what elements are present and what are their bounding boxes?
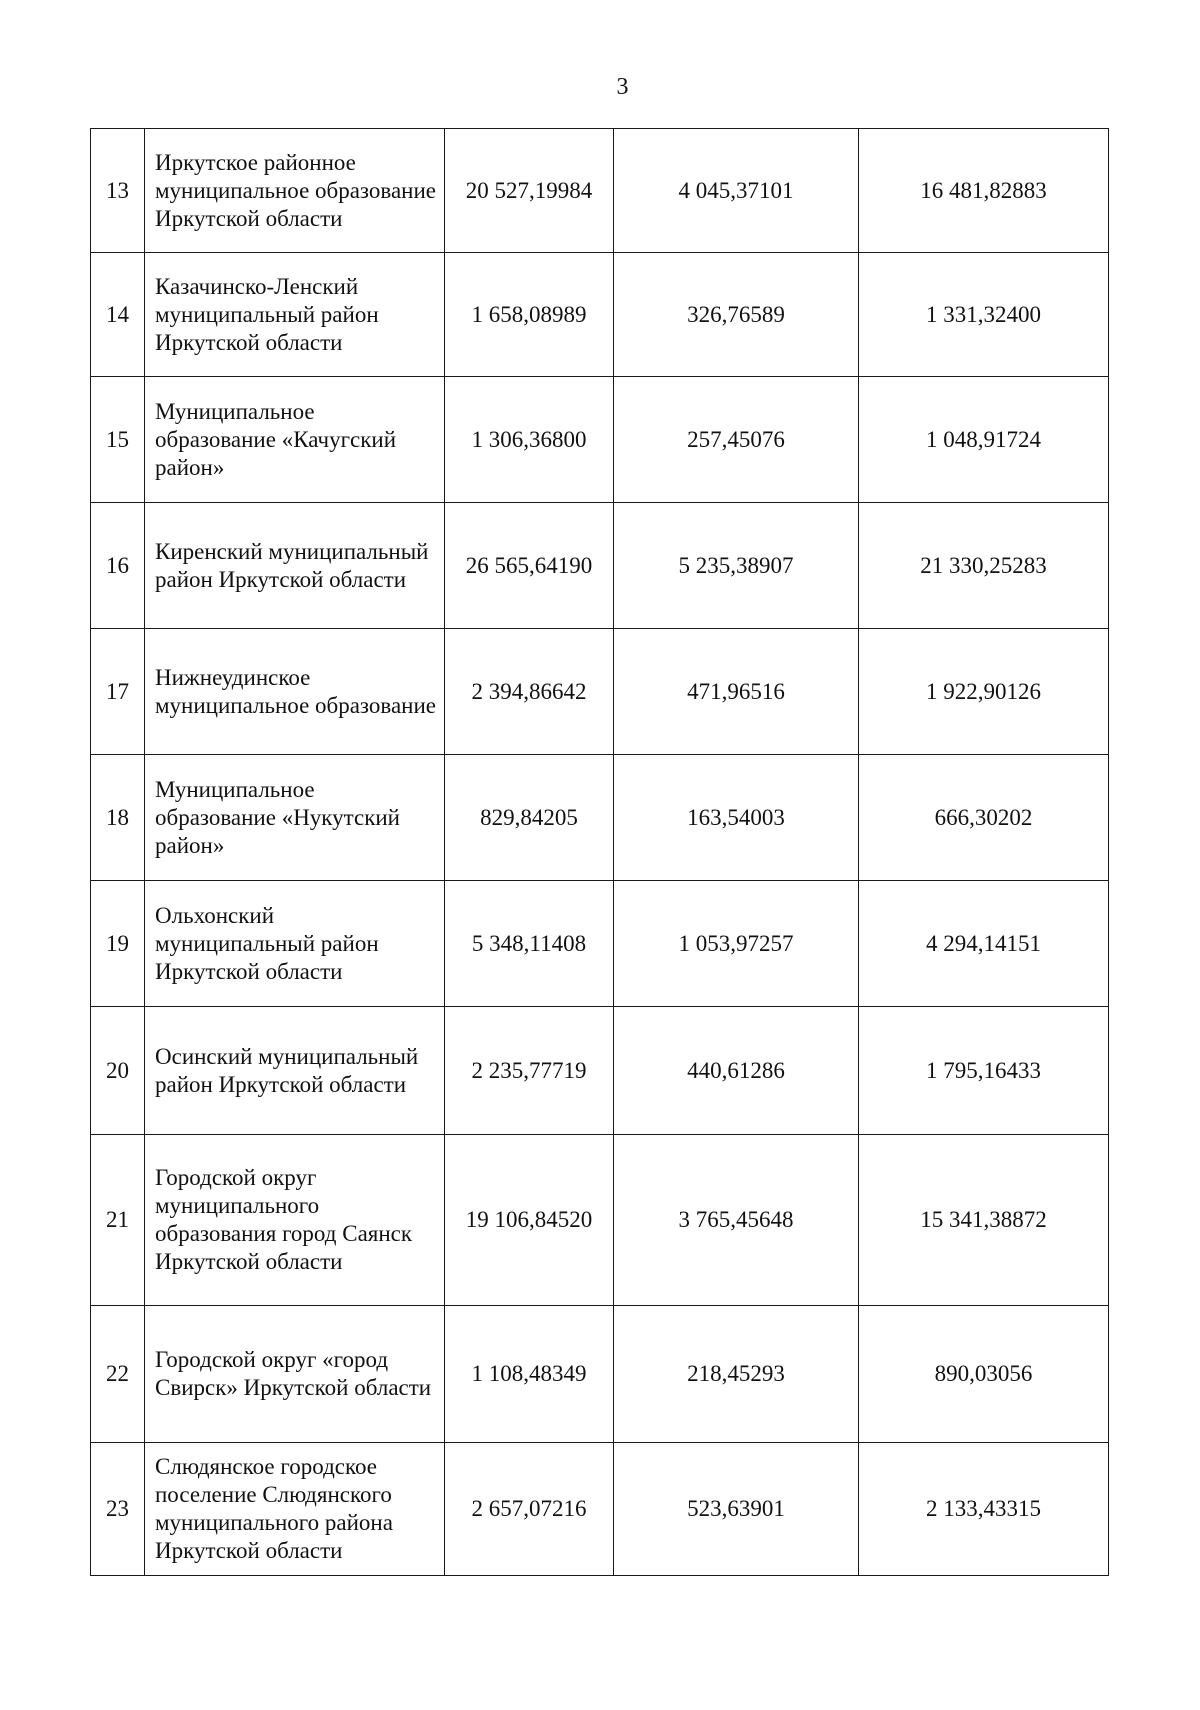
row-number: 18 <box>91 755 145 881</box>
municipality-name: Нижнеудинское муниципальное образование <box>145 629 445 755</box>
row-number: 13 <box>91 129 145 253</box>
value-total: 1 658,08989 <box>445 253 614 377</box>
value-part-2: 21 330,25283 <box>859 503 1109 629</box>
table-row <box>91 129 1109 253</box>
row-number: 21 <box>91 1135 145 1306</box>
municipality-name: Киренский муниципальный район Иркутской области <box>145 503 445 629</box>
row-number: 22 <box>91 1306 145 1443</box>
value-part-2: 16 481,82883 <box>859 129 1109 253</box>
value-total: 26 565,64190 <box>445 503 614 629</box>
municipality-name: Ольхонский муниципальный район Иркутской области <box>145 881 445 1007</box>
value-total: 2 394,86642 <box>445 629 614 755</box>
municipality-name: Казачинско-Ленский муниципальный район Иркутской области <box>145 253 445 377</box>
table-row <box>91 503 1109 629</box>
row-number: 19 <box>91 881 145 1007</box>
value-part-2: 1 922,90126 <box>859 629 1109 755</box>
value-part-1: 471,96516 <box>614 629 859 755</box>
value-total: 1 306,36800 <box>445 377 614 503</box>
value-part-2: 666,30202 <box>859 755 1109 881</box>
value-part-1: 523,63901 <box>614 1443 859 1576</box>
value-total: 20 527,19984 <box>445 129 614 253</box>
municipality-name: Городской округ муниципального образования город Саянск Иркутской области <box>145 1135 445 1306</box>
row-number: 14 <box>91 253 145 377</box>
table-row <box>91 1306 1109 1443</box>
row-number: 15 <box>91 377 145 503</box>
municipality-name: Муниципальное образование «Качугский район» <box>145 377 445 503</box>
data-table <box>90 128 1109 1576</box>
value-part-1: 4 045,37101 <box>614 129 859 253</box>
value-part-2: 1 331,32400 <box>859 253 1109 377</box>
table-row <box>91 1007 1109 1135</box>
table-row <box>91 755 1109 881</box>
value-part-1: 326,76589 <box>614 253 859 377</box>
value-part-1: 1 053,97257 <box>614 881 859 1007</box>
table-row <box>91 629 1109 755</box>
table-row <box>91 253 1109 377</box>
value-total: 2 235,77719 <box>445 1007 614 1135</box>
table-row <box>91 377 1109 503</box>
municipality-name: Слюдянское городское поселение Слюдянского муниципального района Иркутской области <box>145 1443 445 1576</box>
value-part-2: 890,03056 <box>859 1306 1109 1443</box>
value-part-1: 257,45076 <box>614 377 859 503</box>
value-total: 2 657,07216 <box>445 1443 614 1576</box>
value-part-2: 2 133,43315 <box>859 1443 1109 1576</box>
municipality-name: Городской округ «город Свирск» Иркутской области <box>145 1306 445 1443</box>
value-part-1: 218,45293 <box>614 1306 859 1443</box>
page-number: 3 <box>616 74 629 100</box>
row-number: 20 <box>91 1007 145 1135</box>
value-part-1: 5 235,38907 <box>614 503 859 629</box>
row-number: 17 <box>91 629 145 755</box>
value-part-2: 1 795,16433 <box>859 1007 1109 1135</box>
value-total: 5 348,11408 <box>445 881 614 1007</box>
table-row <box>91 1135 1109 1306</box>
municipality-name: Иркутское районное муниципальное образование Иркутской области <box>145 129 445 253</box>
value-part-2: 15 341,38872 <box>859 1135 1109 1306</box>
value-part-1: 3 765,45648 <box>614 1135 859 1306</box>
table-row <box>91 881 1109 1007</box>
value-part-2: 4 294,14151 <box>859 881 1109 1007</box>
value-total: 829,84205 <box>445 755 614 881</box>
value-total: 19 106,84520 <box>445 1135 614 1306</box>
municipality-name: Муниципальное образование «Нукутский район» <box>145 755 445 881</box>
row-number: 16 <box>91 503 145 629</box>
value-total: 1 108,48349 <box>445 1306 614 1443</box>
value-part-2: 1 048,91724 <box>859 377 1109 503</box>
row-number: 23 <box>91 1443 145 1576</box>
value-part-1: 163,54003 <box>614 755 859 881</box>
table-row <box>91 1443 1109 1576</box>
municipality-name: Осинский муниципальный район Иркутской области <box>145 1007 445 1135</box>
value-part-1: 440,61286 <box>614 1007 859 1135</box>
